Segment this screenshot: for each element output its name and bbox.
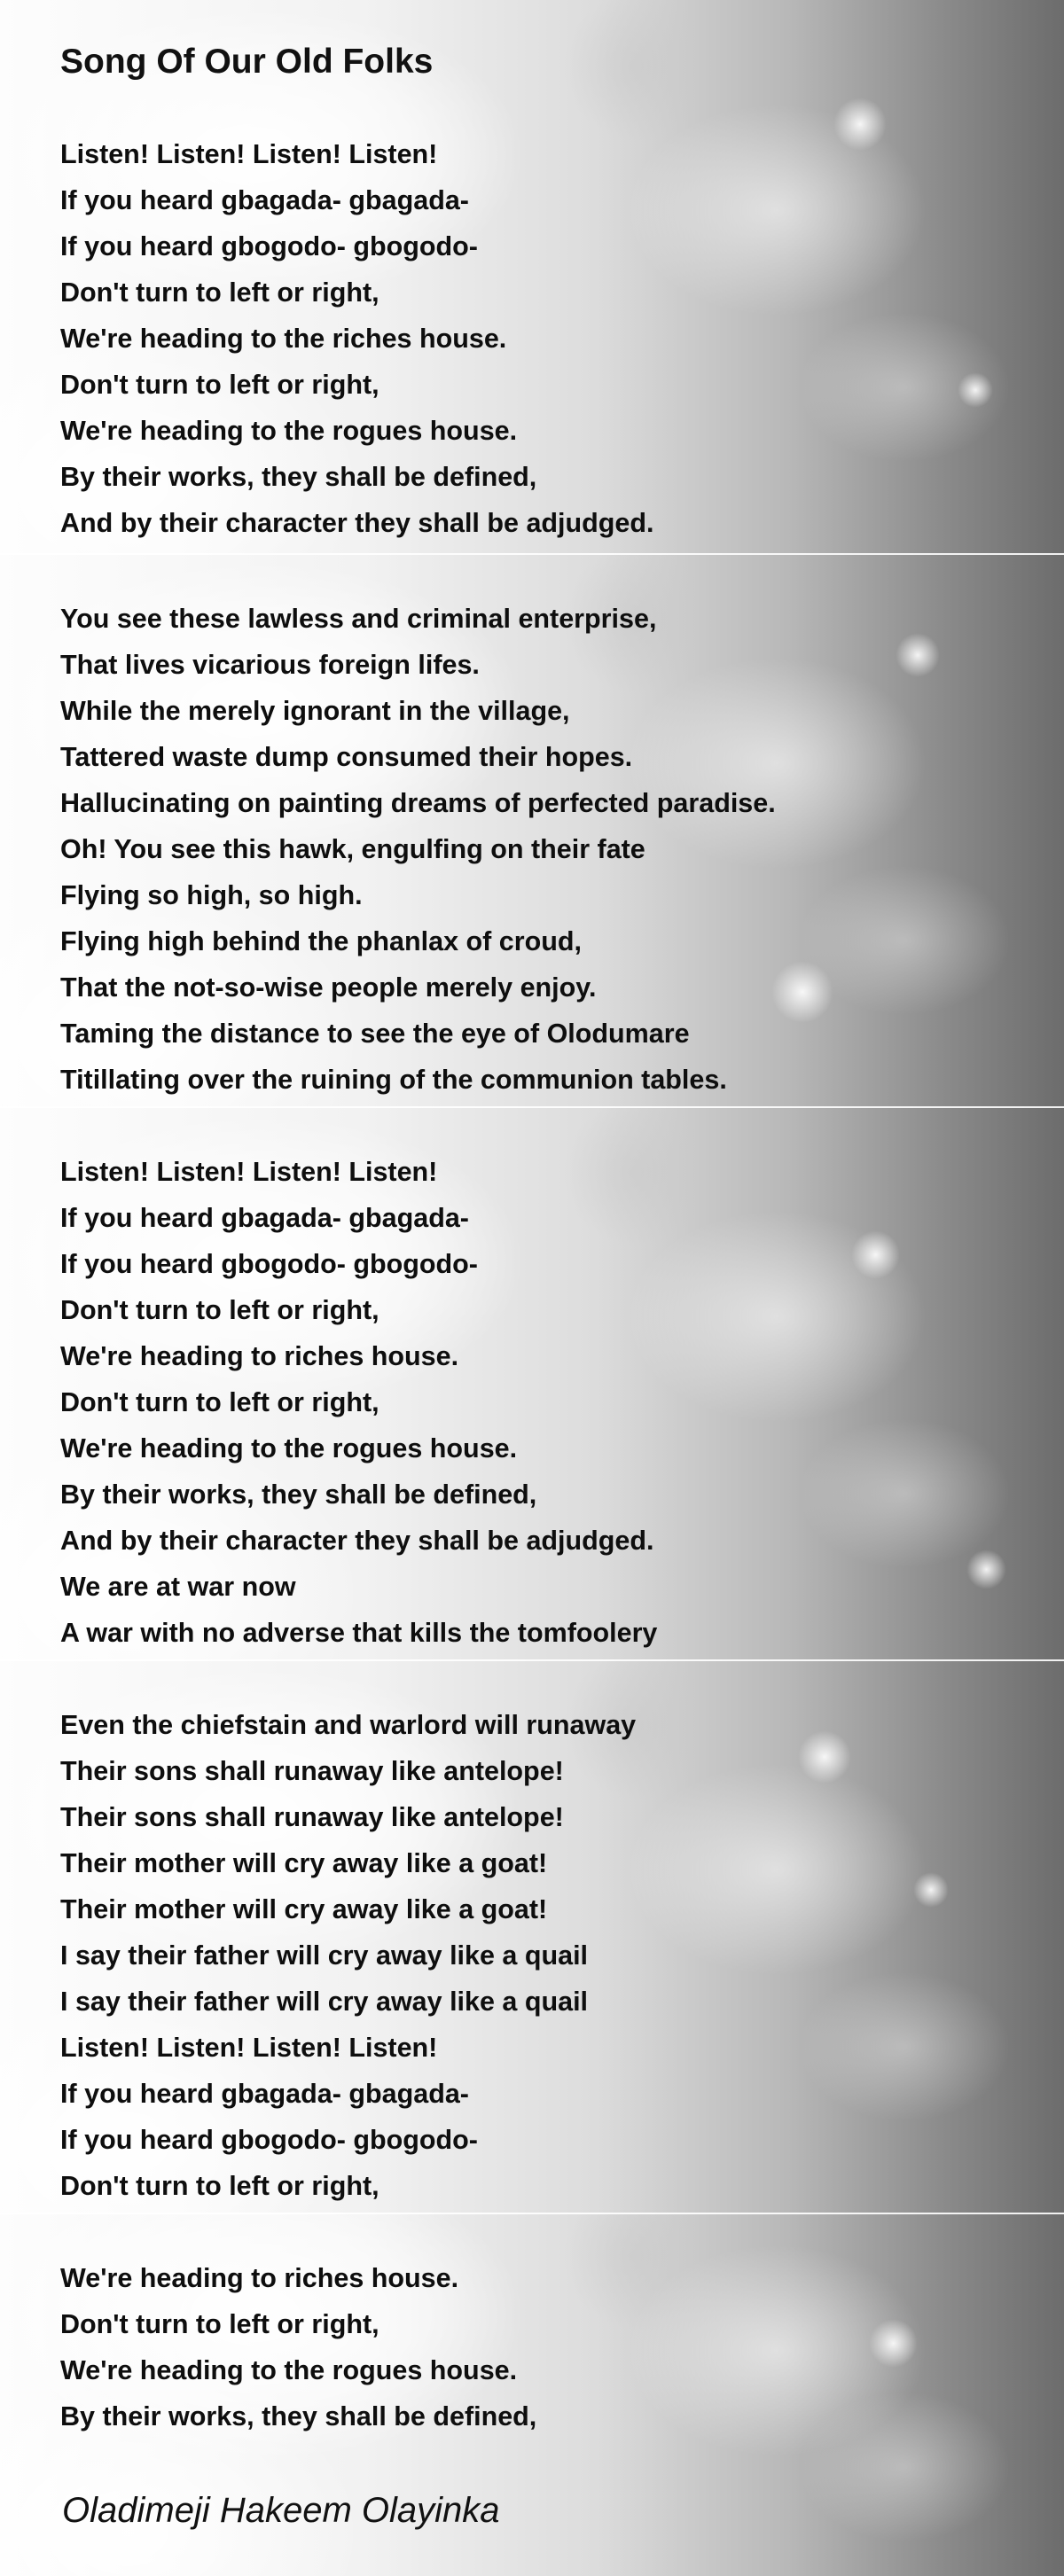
poem-line: We're heading to riches house. (60, 1341, 459, 1371)
poem-line: We're heading to the rogues house. (60, 1433, 518, 1464)
poem-line: Listen! Listen! Listen! Listen! (60, 139, 438, 169)
poem-line: If you heard gbagada- gbagada- (60, 185, 469, 215)
poem-line: We're heading to the rogues house. (60, 2355, 518, 2385)
poem-line: And by their character they shall be adjudged. (60, 508, 654, 538)
stanza-4 (60, 1702, 636, 2209)
poem-line: That lives vicarious foreign lifes. (60, 650, 480, 680)
poem-line: By their works, they shall be defined, (60, 462, 537, 492)
poem-line: Their mother will cry away like a goat! (60, 1894, 548, 1924)
poem-line: That the not-so-wise people merely enjoy. (60, 972, 597, 1003)
poem-line: By their works, they shall be defined, (60, 1479, 537, 1510)
stanza-5 (60, 2255, 536, 2439)
poem-line: And by their character they shall be adjudged. (60, 1526, 654, 1556)
poem-line: By their works, they shall be defined, (60, 2401, 537, 2432)
poem-line: If you heard gbogodo- gbogodo- (60, 231, 478, 262)
poem-line: Flying so high, so high. (60, 880, 363, 910)
poem-line: While the merely ignorant in the village, (60, 696, 570, 726)
poem-line: Taming the distance to see the eye of Olodumare (60, 1019, 690, 1049)
poem-line: I say their father will cry away like a quail (60, 1940, 589, 1971)
author-name: Oladimeji Hakeem Olayinka (62, 2491, 500, 2530)
poem-line: Their mother will cry away like a goat! (60, 1848, 548, 1878)
poem-line: A war with no adverse that kills the tomfoolery (60, 1618, 658, 1648)
poem-line: I say their father will cry away like a quail (60, 1987, 589, 2017)
poem-line: Oh! You see this hawk, engulfing on their fate (60, 834, 645, 864)
stanza-3 (60, 1149, 657, 1656)
poem-line: Titillating over the ruining of the communion tables. (60, 1065, 727, 1095)
poem-line: Tattered waste dump consumed their hopes. (60, 742, 633, 772)
stanza-2 (60, 596, 776, 1103)
poem-line: If you heard gbogodo- gbogodo- (60, 1249, 478, 1279)
poem-line: We're heading to the rogues house. (60, 416, 518, 446)
poem-title: Song Of Our Old Folks (60, 43, 434, 81)
poem-line: Don't turn to left or right, (60, 2171, 379, 2201)
poem-line: You see these lawless and criminal enterprise, (60, 604, 657, 634)
poem-line: Flying high behind the phanlax of croud, (60, 926, 582, 956)
poem-line: Their sons shall runaway like antelope! (60, 1802, 564, 1832)
poem-line: If you heard gbagada- gbagada- (60, 2079, 469, 2109)
poem-line: Listen! Listen! Listen! Listen! (60, 1157, 438, 1187)
poem-line: If you heard gbagada- gbagada- (60, 1203, 469, 1233)
poem-line: Listen! Listen! Listen! Listen! (60, 2033, 438, 2063)
poem-line: We're heading to the riches house. (60, 324, 507, 354)
poem-line: Don't turn to left or right, (60, 1295, 379, 1325)
poem-line: We are at war now (60, 1572, 296, 1602)
poem-line: Don't turn to left or right, (60, 277, 379, 308)
stanza-1 (60, 131, 653, 546)
poem-line: Their sons shall runaway like antelope! (60, 1756, 564, 1786)
poem-line: Even the chiefstain and warlord will runaway (60, 1710, 637, 1740)
poem-line: Don't turn to left or right, (60, 2309, 379, 2339)
poem-line: Hallucinating on painting dreams of perfected paradise. (60, 788, 776, 818)
poem-line: Don't turn to left or right, (60, 370, 379, 400)
poem-line: Don't turn to left or right, (60, 1387, 379, 1417)
poem-line: We're heading to riches house. (60, 2263, 459, 2293)
poem-line: If you heard gbogodo- gbogodo- (60, 2125, 478, 2155)
